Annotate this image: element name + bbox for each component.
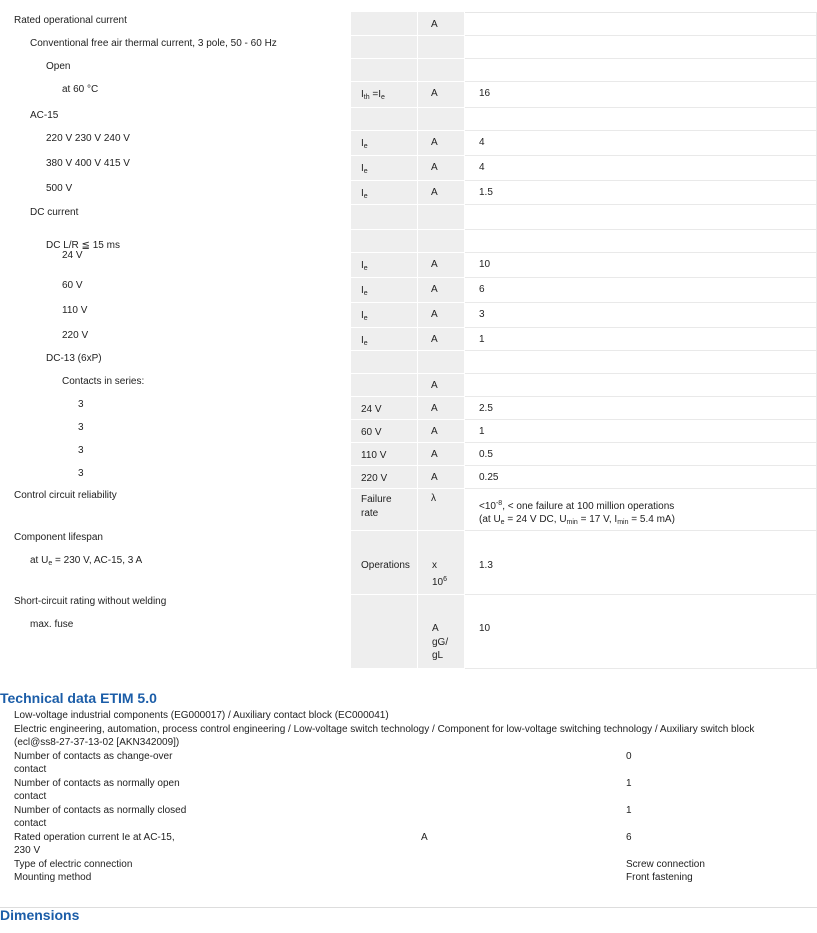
grid-row-divider: [465, 252, 816, 253]
spec-row-value: 1.5: [479, 187, 493, 198]
grid-row-divider: [351, 530, 464, 531]
grid-row-divider: [465, 530, 816, 531]
spec-row-label: DC L/R ≦ 15 ms: [46, 240, 120, 251]
grid-row-divider: [465, 180, 816, 181]
grid-row-divider: [351, 204, 464, 205]
etim-item-value: 0: [626, 750, 632, 762]
grid-row-divider: [465, 465, 816, 466]
etim-item-label: [14, 858, 194, 872]
spec-row-unit: A: [431, 162, 438, 173]
grid-row-divider: [351, 419, 464, 420]
spec-row-label: 380 V 400 V 415 V: [46, 158, 130, 169]
grid-row-divider: [351, 229, 464, 230]
etim-item-label: [14, 750, 194, 777]
spec-row-unit: A: [431, 426, 438, 437]
etim-item-label: [14, 777, 194, 804]
spec-row-unit: A: [431, 137, 438, 148]
grid-row-divider: [351, 81, 464, 82]
grid-row-divider: [351, 668, 464, 669]
grid-row-divider: [465, 396, 816, 397]
spec-row-value: 10: [479, 259, 491, 270]
spec-row-value: 0.5: [479, 449, 493, 460]
spec-row-symbol: $I_{th} =I_e$: [361, 89, 385, 101]
grid-row-divider: [465, 155, 816, 156]
etim-item-label-line: contact: [14, 764, 47, 775]
grid-row-divider: [465, 442, 816, 443]
spec-row-value: 2.5: [479, 403, 493, 414]
grid-row-divider: [465, 594, 816, 595]
spec-row-label: AC-15: [30, 110, 59, 121]
grid-row-divider: [351, 155, 464, 156]
etim-item-label-line: contact: [14, 818, 47, 829]
grid-row-divider: [351, 58, 464, 59]
spec-row-symbol: 60 V: [361, 427, 382, 438]
spec-row-symbol: $I_e$: [361, 310, 368, 322]
etim-item-row: [14, 804, 804, 831]
lifespan-sub-label: at $U_e = 230$ V, AC-15, 3 A: [30, 555, 143, 567]
etim-item-label-line: Type of electric connection: [14, 858, 133, 870]
grid-row-divider: [465, 373, 816, 374]
spec-row-label: 60 V: [62, 280, 83, 291]
spec-row-label: 24 V: [62, 250, 83, 261]
spec-row-unit: A: [431, 187, 438, 198]
spec-row-symbol: $I_e$: [361, 163, 368, 175]
spec-row-unit: A: [431, 380, 438, 391]
grid-row-divider: [351, 442, 464, 443]
grid-row-divider: [351, 373, 464, 374]
grid-row-divider: [465, 81, 816, 82]
etim-item-row: [14, 831, 804, 858]
spec-row-unit: A: [431, 284, 438, 295]
grid-divider: [464, 12, 465, 668]
etim-item-row: [14, 750, 804, 777]
grid-row-divider: [351, 350, 464, 351]
etim-item-value: 6: [626, 831, 632, 843]
etim-item-row: [14, 858, 804, 872]
etim-item-label: [14, 831, 194, 858]
spec-row-symbol: 24 V: [361, 404, 382, 415]
grid-row-divider: [351, 488, 464, 489]
shortcircuit-unit: A gG/ gL: [432, 623, 449, 661]
spec-row-unit: A: [431, 472, 438, 483]
grid-row-divider: [465, 350, 816, 351]
grid-row-divider: [351, 302, 464, 303]
spec-row-symbol: $I_e$: [361, 335, 368, 347]
grid-row-divider: [465, 668, 816, 669]
lifespan-symbol: Operations: [361, 560, 410, 571]
spec-row-label: 3: [78, 399, 84, 410]
grid-row-divider: [465, 488, 816, 489]
spec-row-label: Conventional free air thermal current, 3 pole, 50 - 60 Hz: [30, 38, 277, 49]
spec-row-value: 6: [479, 284, 485, 295]
lifespan-value: 1.3: [479, 560, 493, 571]
etim-item-label: [14, 804, 194, 831]
spec-row-value: 0.25: [479, 472, 499, 483]
grid-row-divider: [351, 252, 464, 253]
grid-row-divider: [465, 327, 816, 328]
etim-item-label-line: Number of contacts as normally closed: [14, 804, 187, 816]
etim-heading: Technical data ETIM 5.0: [0, 690, 157, 706]
spec-row-label: at 60 °C: [62, 84, 99, 95]
grid-row-divider: [351, 107, 464, 108]
spec-row-unit: A: [431, 259, 438, 270]
grid-row-divider: [351, 465, 464, 466]
lifespan-unit: x $10^6$: [432, 560, 448, 588]
grid-row-divider: [351, 327, 464, 328]
reliability-label: Control circuit reliability: [14, 490, 117, 501]
etim-item-label-line: Mounting method: [14, 872, 92, 883]
shortcircuit-value: 10: [479, 623, 491, 634]
etim-item-value: 1: [626, 804, 632, 816]
value-column: [465, 12, 817, 669]
spec-row-symbol: $I_e$: [361, 285, 368, 297]
grid-row-divider: [465, 35, 816, 36]
spec-row-unit: A: [431, 403, 438, 414]
spec-row-label: DC current: [30, 207, 79, 218]
reliability-value: $<10^{-8}$, < one failure at 100 million operations (at $U_e = 24$ V DC, $U_{min} = 17$ V, $I_{min} = 5.4$ mA): [479, 500, 675, 526]
spec-row-label: Contacts in series:: [62, 376, 145, 387]
etim-item-label-line: Number of contacts as normally open: [14, 777, 180, 789]
spec-row-value: 1: [479, 334, 485, 345]
spec-row-symbol: 110 V: [361, 450, 387, 461]
etim-item-row: [14, 871, 804, 885]
grid-row-divider: [465, 130, 816, 131]
shortcircuit-sub-label: max. fuse: [30, 619, 74, 630]
section-divider: [0, 907, 817, 908]
etim-item-value: Screw connection: [626, 858, 705, 870]
spec-row-label: 220 V: [62, 330, 89, 341]
spec-row-value: 1: [479, 426, 485, 437]
shortcircuit-label: Short-circuit rating without welding: [14, 596, 167, 607]
etim-item-value: Front fastening: [626, 872, 693, 883]
grid-row-divider: [465, 302, 816, 303]
grid-divider: [417, 12, 418, 668]
grid-row-divider: [351, 594, 464, 595]
spec-row-label: 110 V: [62, 305, 88, 316]
spec-row-unit: A: [431, 88, 438, 99]
spec-row-symbol: $I_e$: [361, 138, 368, 150]
etim-items: [14, 750, 804, 885]
spec-row-symbol: $I_e$: [361, 260, 368, 272]
spec-row-label: 3: [78, 445, 84, 456]
lifespan-label: Component lifespan: [14, 532, 103, 543]
etim-item-label-line: 230 V: [14, 845, 41, 856]
etim-class-line: Low-voltage industrial components (EG000017) / Auxiliary contact block (EC000041): [14, 710, 389, 721]
spec-row-label: 500 V: [46, 183, 73, 194]
spec-row-label: Rated operational current: [14, 15, 127, 26]
spec-row-value: 4: [479, 162, 485, 173]
dimensions-heading: Dimensions: [0, 907, 80, 923]
etim-item-value: 1: [626, 777, 632, 789]
grid-row-divider: [351, 277, 464, 278]
spec-row-label: 3: [78, 468, 84, 479]
etim-item-label-line: Rated operation current Ie at AC-15,: [14, 831, 175, 843]
spec-row-label: 3: [78, 422, 84, 433]
etim-category-line: Electric engineering, automation, process control engineering / Low-voltage switch technology / Component for low-voltage switching technology / Auxiliary switch block: [14, 723, 755, 735]
etim-item-label-line: Number of contacts as change-over: [14, 750, 173, 762]
spec-row-symbol: $I_e$: [361, 188, 368, 200]
spec-row-unit: A: [431, 309, 438, 320]
reliability-symbol: Failure rate: [361, 494, 392, 519]
reliability-unit: λ: [431, 493, 436, 504]
grid-row-divider: [351, 396, 464, 397]
etim-item-row: [14, 777, 804, 804]
grid-row-divider: [465, 419, 816, 420]
grid-row-divider: [465, 277, 816, 278]
etim-item-unit: A: [421, 831, 428, 843]
etim-item-label-line: contact: [14, 791, 47, 802]
grid-row-divider: [465, 107, 816, 108]
spec-row-label: DC-13 (6xP): [46, 353, 102, 364]
spec-row-symbol: 220 V: [361, 473, 388, 484]
etim-section: [14, 709, 804, 885]
spec-row-label: Open: [46, 61, 71, 72]
grid-row-divider: [351, 130, 464, 131]
etim-eclass-line: (ecl@ss8-27-37-13-02 [AKN342009]): [14, 737, 180, 748]
grid-row-divider: [465, 58, 816, 59]
grid-row-divider: [351, 180, 464, 181]
spec-row-unit: A: [431, 334, 438, 345]
spec-row-value: 4: [479, 137, 485, 148]
spec-row-value: 3: [479, 309, 485, 320]
spec-row-value: 16: [479, 88, 491, 99]
spec-row-label: 220 V 230 V 240 V: [46, 133, 130, 144]
grid-row-divider: [351, 35, 464, 36]
etim-item-label: [14, 871, 194, 885]
grid-row-divider: [465, 204, 816, 205]
spec-row-unit: A: [431, 19, 438, 30]
spec-row-unit: A: [431, 449, 438, 460]
grid-row-divider: [465, 229, 816, 230]
